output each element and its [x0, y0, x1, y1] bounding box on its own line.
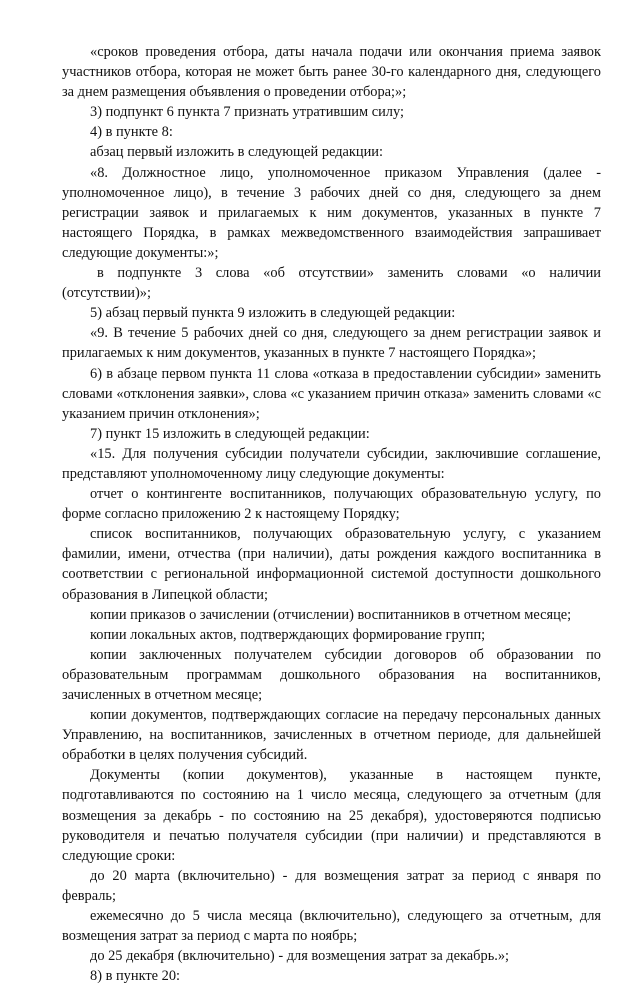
paragraph-1: «сроков проведения отбора, даты начала подачи или окончания приема заявок участников отбора, которая не может быть ранее 30-го календарного дня, следующего за днем размещения объявления о проведении отбора;»;	[62, 44, 601, 101]
paragraph-10: 7) пункт 15 изложить в следующей редакции:	[90, 425, 370, 442]
paragraph-4: абзац первый изложить в следующей редакции:	[90, 144, 384, 161]
paragraph-7: 5) абзац первый пункта 9 изложить в следующей редакции:	[90, 305, 456, 322]
paragraph-3: 4) в пункте 8:	[90, 124, 173, 141]
paragraph-6: в подпункте 3 слова «об отсутствии» заменить словами «о наличии (отсутствии)»;	[62, 265, 601, 302]
document-page	[62, 42, 601, 986]
paragraph-16: копии заключенных получателем субсидии договоров об образовании по образовательным программам дошкольного образования на воспитанников, зачисленных в отчетном месяце;	[62, 646, 601, 703]
paragraph-2: 3) подпункт 6 пункта 7 признать утратившим силу;	[90, 104, 404, 121]
paragraph-15: копии локальных актов, подтверждающих формирование групп;	[90, 626, 486, 643]
paragraph-20: ежемесячно до 5 числа месяца (включительно), следующего за отчетным, для возмещения затрат за период с марта по ноябрь;	[62, 908, 601, 945]
paragraph-5: «8. Должностное лицо, уполномоченное приказом Управления (далее - уполномоченное лицо), в течение 3 рабочих дней со дня, следующего за днем регистрации заявок и прилагаемых к ним документов, указанных в пункте 7 настоящего Порядка, в рамках межведомственного взаимодействия запрашивает следующие документы:»;	[62, 164, 601, 261]
paragraph-12: отчет о контингенте воспитанников, получающих образовательную услугу, по форме согласно приложению 2 к настоящему Порядку;	[62, 486, 601, 523]
paragraph-18: Документы (копии документов), указанные в настоящем пункте, подготавливаются по состоянию на 1 число месяца, следующего за отчетным (для возмещения за декабрь - по состоянию на 25 декабря), удостоверяются подписью руководителя и печатью получателя субсидии (при наличии) и представляются в следующие сроки:	[62, 767, 601, 864]
paragraph-21: до 25 декабря (включительно) - для возмещения затрат за декабрь.»;	[90, 948, 510, 965]
paragraph-8: «9. В течение 5 рабочих дней со дня, следующего за днем регистрации заявок и прилагаемых к ним документов, указанных в пункте 7 настоящего Порядка»;	[62, 325, 601, 362]
paragraph-9: 6) в абзаце первом пункта 11 слова «отказа в предоставлении субсидии» заменить словами «отклонения заявки», слова «с указанием причин отказа» заменить словами «с указанием причин отклонения»;	[62, 365, 601, 422]
paragraph-13: список воспитанников, получающих образовательную услугу, с указанием фамилии, имени, отчества (при наличии), даты рождения каждого воспитанника в соответствии с региональной информационной системой доступности дошкольного образования в Липецкой области;	[62, 526, 601, 603]
paragraph-22: 8) в пункте 20:	[90, 968, 181, 985]
paragraph-11: «15. Для получения субсидии получатели субсидии, заключившие соглашение, представляют уполномоченному лицу следующие документы:	[62, 445, 601, 482]
paragraph-14: копии приказов о зачислении (отчислении) воспитанников в отчетном месяце;	[90, 606, 572, 623]
paragraph-17: копии документов, подтверждающих согласие на передачу персональных данных Управлению, на воспитанников, зачисленных в отчетном периоде, для дальнейшей обработки в целях получения субсидий.	[62, 707, 601, 764]
paragraph-19: до 20 марта (включительно) - для возмещения затрат за период с января по февраль;	[62, 867, 601, 904]
